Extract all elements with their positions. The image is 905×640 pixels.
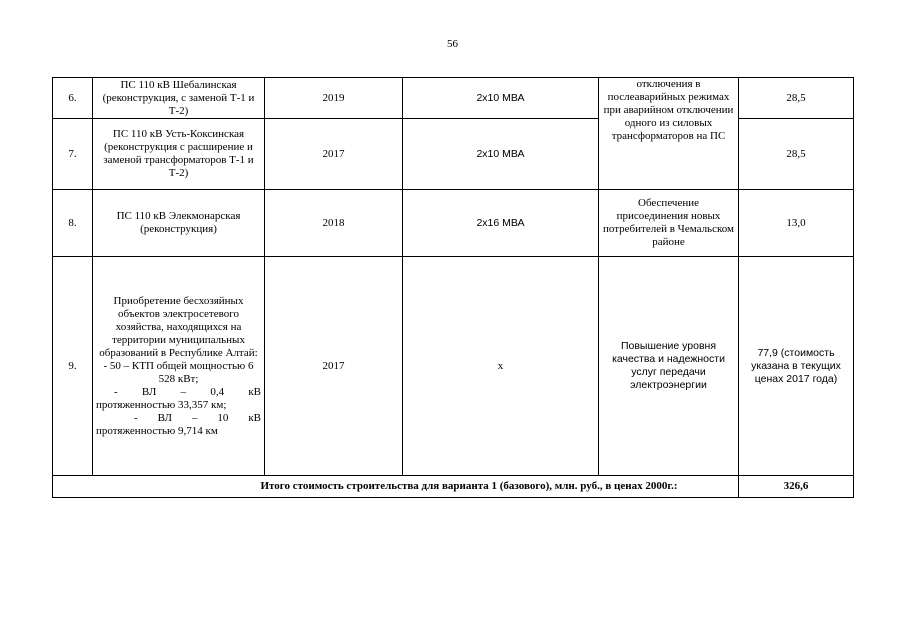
object-name: ПС 110 кВ Шебалинская (реконструкция, с заменой Т-1 и Т-2) [93, 78, 265, 119]
object-item-vl-04-length: протяженностью 33,357 км; [96, 398, 227, 411]
capacity-cell: 2х16 МВА [403, 190, 599, 257]
year-cell: 2018 [265, 190, 403, 257]
purpose-cell: Повышение уровня качества и надежности услуг передачи электроэнергии [599, 257, 739, 476]
item-part: ВЛ [157, 411, 172, 424]
object-item-vl-04 [96, 386, 261, 399]
object-item-vl-10 [96, 412, 261, 425]
purpose-cell: отключения в послеаварийных режимах при аварийном отключении одного из силовых трансформаторов на ПС [599, 78, 739, 190]
construction-cost-table [52, 77, 854, 498]
table-row [53, 257, 854, 476]
cost-cell: 28,5 [739, 119, 854, 190]
cost-cell: 28,5 [739, 78, 854, 119]
year-cell: 2019 [265, 78, 403, 119]
row-number: 6. [53, 78, 93, 119]
object-name [93, 257, 265, 476]
year-cell: 2017 [265, 119, 403, 190]
item-part: – [180, 385, 187, 398]
page-number: 56 [447, 38, 458, 50]
table-row [53, 78, 854, 119]
total-value: 326,6 [739, 476, 854, 498]
row-number: 8. [53, 190, 93, 257]
object-name: ПС 110 кВ Элекмонарская (реконструкция) [93, 190, 265, 257]
object-item-ktp: - 50 – КТП общей мощностью 6 528 кВт; [103, 359, 254, 385]
row-number: 7. [53, 119, 93, 190]
capacity-cell: х [403, 257, 599, 476]
year-cell: 2017 [265, 257, 403, 476]
object-intro: Приобретение бесхозяйных объектов электросетевого хозяйства, находящихся на территории муниципальных образований в Республике Алтай: [99, 294, 258, 359]
cost-cell: 77,9 (стоимость указана в текущих ценах 2017 года) [739, 257, 854, 476]
item-part: - [134, 411, 138, 424]
purpose-cell: Обеспечение присоединения новых потребителей в Чемальском районе [599, 190, 739, 257]
row-number: 9. [53, 257, 93, 476]
capacity-cell: 2х10 МВА [403, 119, 599, 190]
total-label: Итого стоимость строительства для варианта 1 (базового), млн. руб., в ценах 2000г.: [53, 476, 739, 498]
cost-cell: 13,0 [739, 190, 854, 257]
item-part: – [191, 411, 198, 424]
item-part: 10 [217, 411, 229, 424]
item-part: - [114, 385, 118, 398]
item-part: кВ [248, 411, 261, 424]
item-part: ВЛ [141, 385, 157, 398]
total-row [53, 476, 854, 498]
table-row [53, 190, 854, 257]
object-name: ПС 110 кВ Усть-Коксинская (реконструкция с расширение и заменой трансформаторов Т-1 и Т-2) [93, 119, 265, 190]
item-part: 0,4 [210, 385, 225, 398]
capacity-cell: 2х10 МВА [403, 78, 599, 119]
item-part: кВ [248, 385, 261, 398]
object-item-vl-10-length: протяженностью 9,714 км [96, 424, 218, 437]
